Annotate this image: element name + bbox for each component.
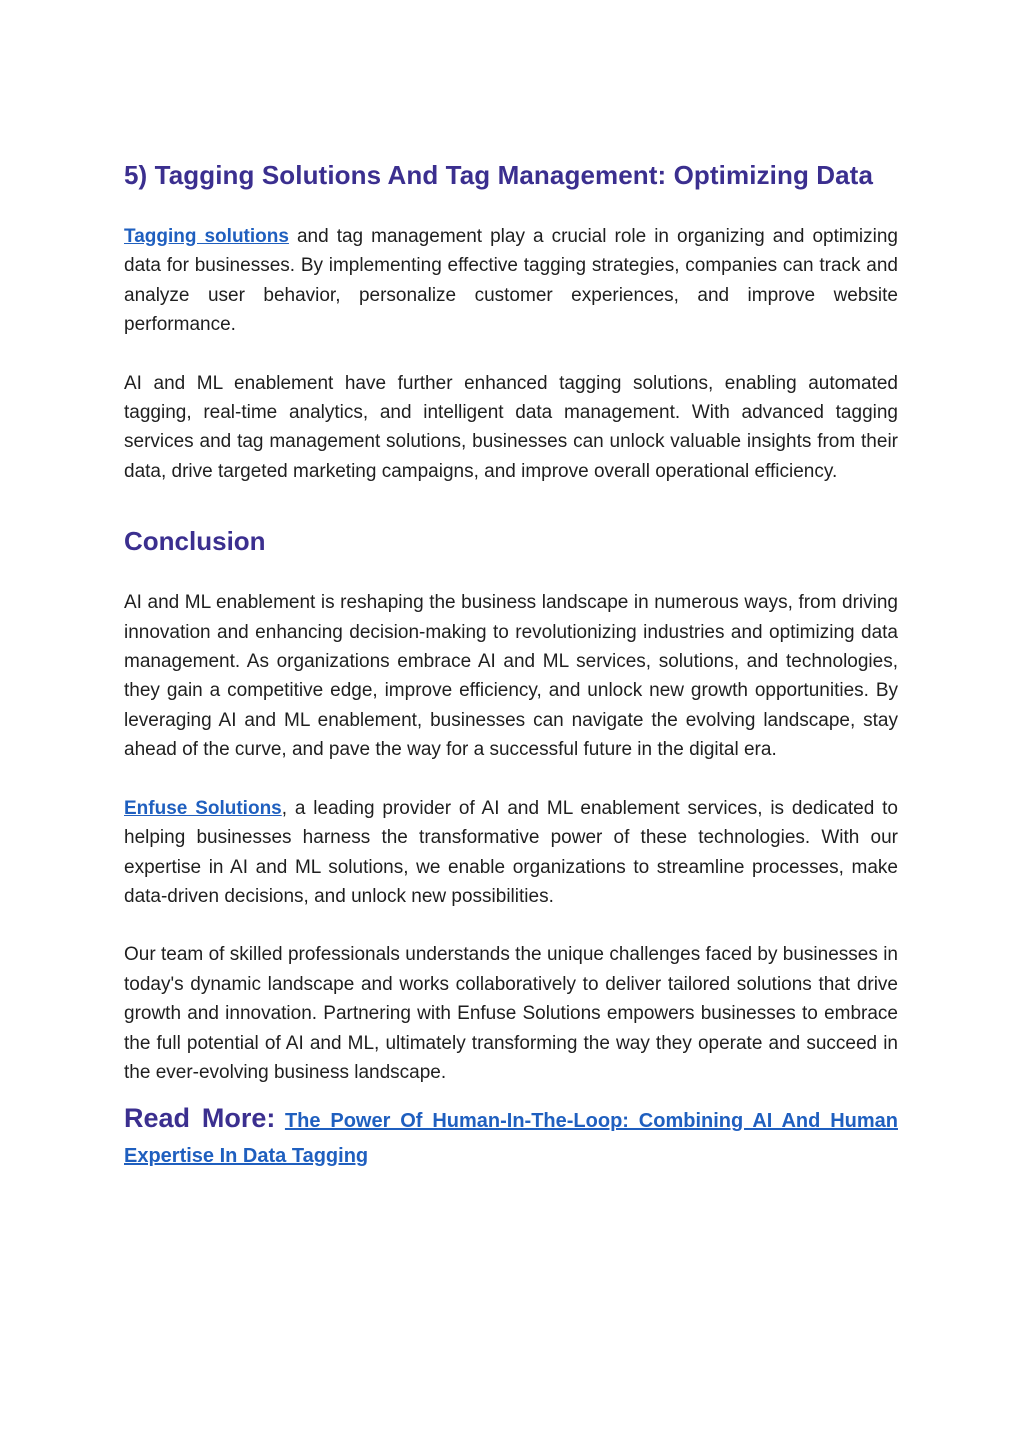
document-page <box>124 155 898 1174</box>
section-heading: 5) Tagging Solutions And Tag Management: Optimizing Data <box>124 160 873 190</box>
read-more-label: Read More: <box>124 1103 276 1134</box>
tagging-paragraph-1 <box>124 222 898 340</box>
read-more <box>124 1101 898 1174</box>
enfuse-solutions-link[interactable]: Enfuse Solutions <box>124 797 282 819</box>
conclusion-paragraph-2-text: , a leading provider of AI and ML enablement services, is dedicated to helping businesses harness the transformative power of these technologies. With our expertise in AI and ML solutions, we enable organizations to streamline processes, make data-driven decisions, and unlock new possibilities. <box>124 797 898 907</box>
conclusion-paragraph-3: Our team of skilled professionals understands the unique challenges faced by businesses in today's dynamic landscape and works collaboratively to deliver tailored solutions that drive growth and innovation. Partnering with Enfuse Solutions empowers businesses to embrace the full potential of AI and ML, ultimately transforming the way they operate and succeed in the ever-evolving business landscape. <box>124 944 898 1083</box>
conclusion-paragraph-1: AI and ML enablement is reshaping the business landscape in numerous ways, from driving innovation and enhancing decision-making to revolutionizing industries and optimizing data management. As organizations embrace AI and ML services, solutions, and technologies, they gain a competitive edge, improve efficiency, and unlock new growth opportunities. By leveraging AI and ML enablement, businesses can navigate the evolving landscape, stay ahead of the curve, and pave the way for a successful future in the digital era. <box>124 592 898 761</box>
read-more-link[interactable]: The Power Of Human-In-The-Loop: Combining AI And Human Expertise In Data Tagging <box>124 1110 898 1168</box>
conclusion-heading: Conclusion <box>124 526 266 557</box>
tagging-paragraph-1-text: and tag management play a crucial role in organizing and optimizing data for businesses. By implementing effective tagging strategies, companies can track and analyze user behavior, personalize customer experiences, and improve website performance. <box>124 226 899 336</box>
conclusion-paragraph-2 <box>124 794 898 912</box>
tagging-paragraph-2: AI and ML enablement have further enhanced tagging solutions, enabling automated tagging, real-time analytics, and intelligent data management. With advanced tagging services and tag management solutions, businesses can unlock valuable insights from their data, drive targeted marketing campaigns, and improve overall operational efficiency. <box>124 372 898 482</box>
tagging-solutions-link[interactable]: Tagging solutions <box>124 226 289 247</box>
